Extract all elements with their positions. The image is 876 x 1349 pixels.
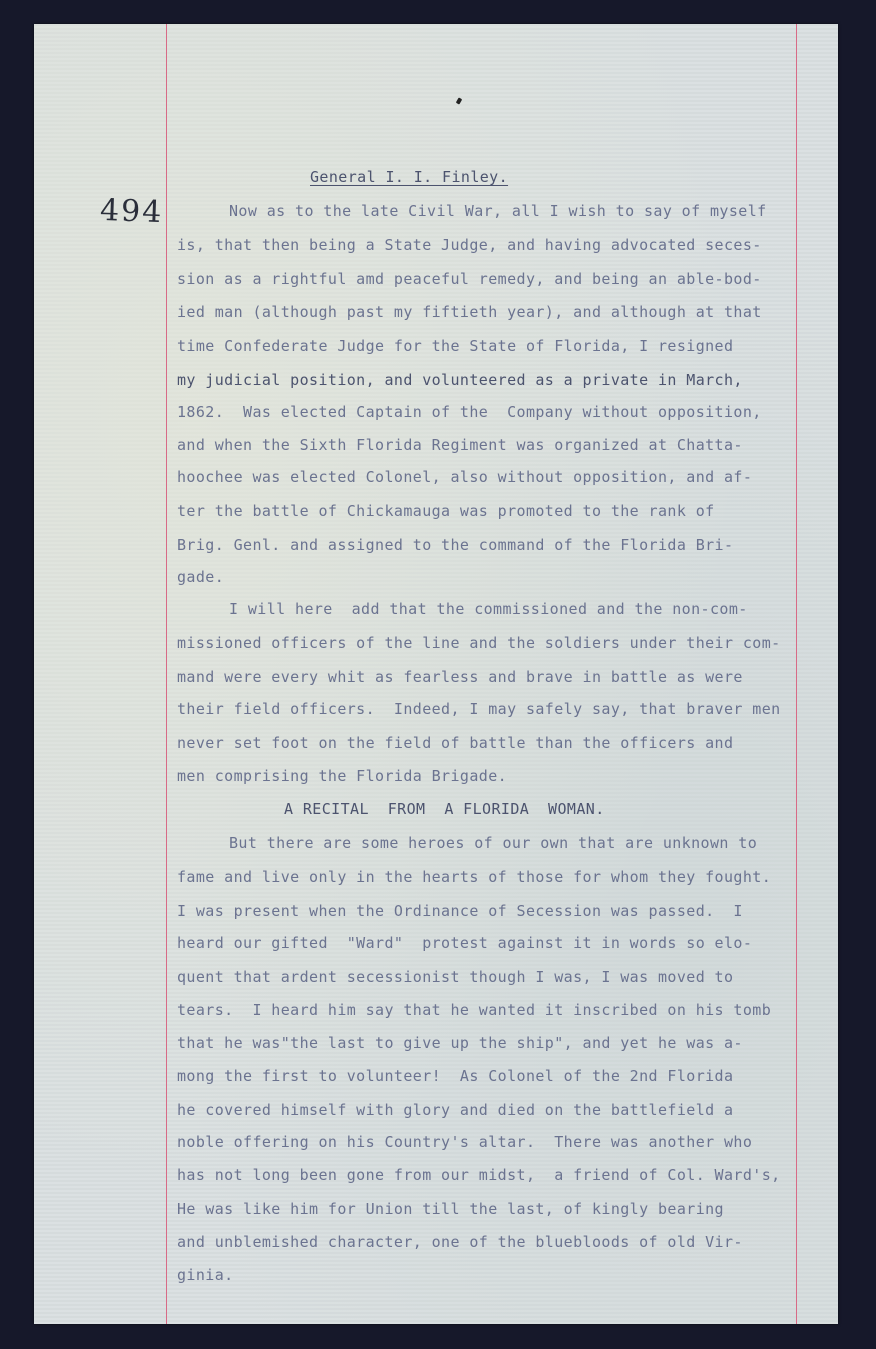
text-line: that he was"the last to give up the ship", and yet he was a- — [177, 1034, 743, 1052]
text-line: ter the battle of Chickamauga was promoted to the rank of — [177, 502, 715, 520]
text-line: my judicial position, and volunteered as a private in March, — [177, 371, 743, 389]
text-line: mong the first to volunteer! As Colonel of the 2nd Florida — [177, 1067, 734, 1085]
handwritten-page-number: 494 — [99, 192, 164, 231]
text-line: ginia. — [177, 1266, 234, 1284]
left-margin-rule — [166, 24, 167, 1324]
text-line: I will here add that the commissioned and the non-com- — [229, 600, 748, 618]
text-line: Brig. Genl. and assigned to the command of the Florida Bri- — [177, 536, 734, 554]
text-line: ied man (although past my fiftieth year), and although at that — [177, 303, 762, 321]
text-line: time Confederate Judge for the State of Florida, I resigned — [177, 337, 734, 355]
text-line: sion as a rightful amd peaceful remedy, and being an able-bod- — [177, 270, 762, 288]
text-line: their field officers. Indeed, I may safely say, that braver men — [177, 700, 781, 718]
text-line: has not long been gone from our midst, a friend of Col. Ward's, — [177, 1166, 781, 1184]
text-line: mand were every whit as fearless and brave in battle as were — [177, 668, 743, 686]
text-line: and when the Sixth Florida Regiment was organized at Chatta- — [177, 436, 743, 454]
text-line: quent that ardent secessionist though I was, I was moved to — [177, 968, 734, 986]
text-line: and unblemished character, one of the bluebloods of old Vir- — [177, 1233, 743, 1251]
text-line: hoochee was elected Colonel, also without opposition, and af- — [177, 468, 753, 486]
text-line: men comprising the Florida Brigade. — [177, 767, 508, 785]
text-line: But there are some heroes of our own that are unknown to — [229, 834, 758, 852]
text-line: he covered himself with glory and died on the battlefield a — [177, 1101, 734, 1119]
text-line: never set foot on the field of battle than the officers and — [177, 734, 734, 752]
text-line: tears. I heard him say that he wanted it inscribed on his tomb — [177, 1001, 772, 1019]
text-line: missioned officers of the line and the soldiers under their com- — [177, 634, 781, 652]
text-line: Now as to the late Civil War, all I wish to say of myself — [229, 202, 767, 220]
text-line: noble offering on his Country's altar. There was another who — [177, 1133, 753, 1151]
section-heading: A RECITAL FROM A FLORIDA WOMAN. — [284, 800, 605, 818]
right-margin-rule — [796, 24, 797, 1324]
document-title: General I. I. Finley. — [310, 168, 509, 186]
text-line: I was present when the Ordinance of Secession was passed. I — [177, 902, 743, 920]
text-line: heard our gifted "Ward" protest against it in words so elo- — [177, 934, 753, 952]
text-line: is, that then being a State Judge, and having advocated seces- — [177, 236, 762, 254]
text-line: 1862. Was elected Captain of the Company without opposition, — [177, 403, 762, 421]
text-line: gade. — [177, 568, 225, 586]
text-line: fame and live only in the hearts of those for whom they fought. — [177, 868, 772, 886]
text-line: He was like him for Union till the last, of kingly bearing — [177, 1200, 724, 1218]
ink-mark — [456, 97, 462, 104]
